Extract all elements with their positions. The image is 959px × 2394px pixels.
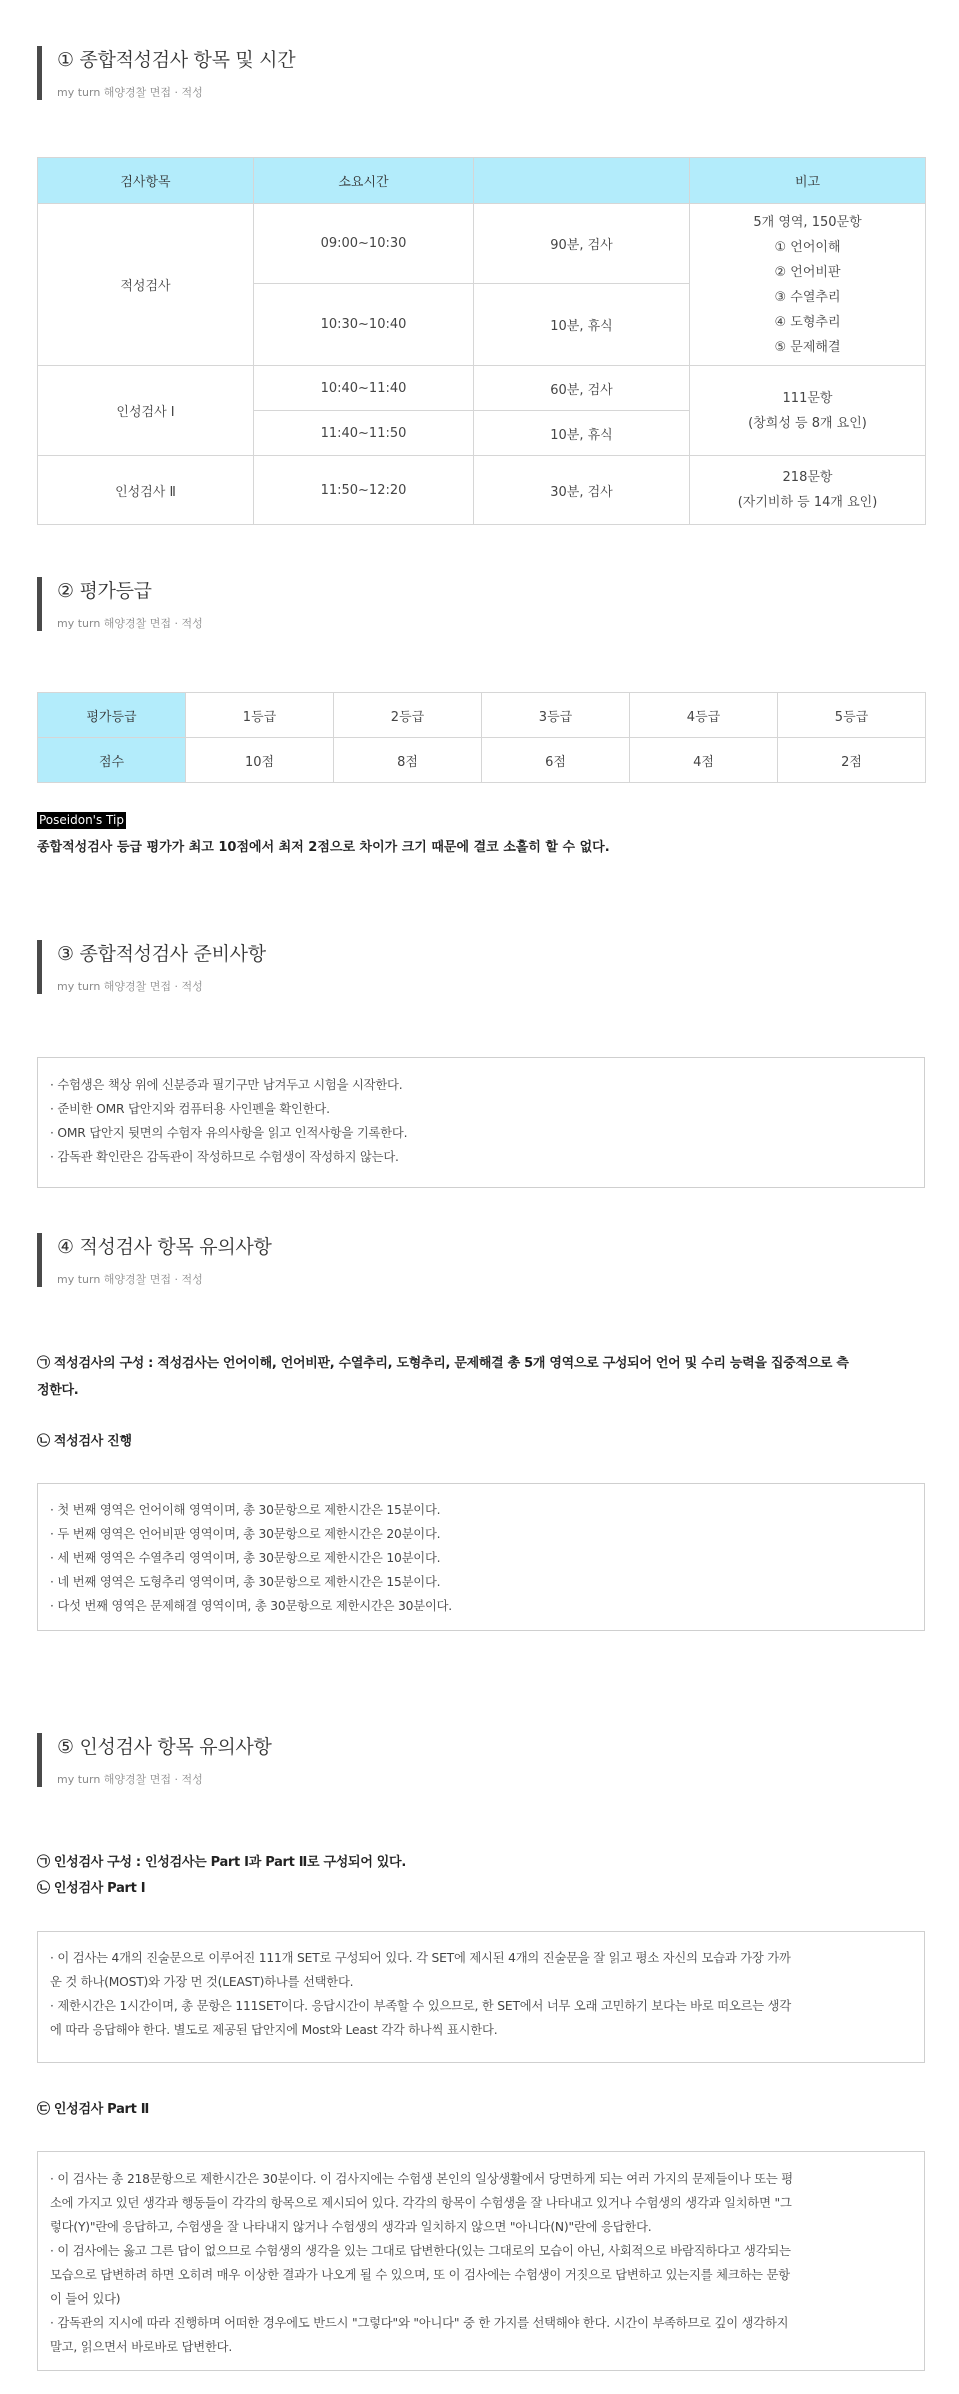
row-aptitude-time-2: 10:30~10:40 bbox=[254, 284, 474, 366]
section-2-header bbox=[37, 577, 917, 631]
row-aptitude-time-1: 09:00~10:30 bbox=[254, 204, 474, 284]
list-item: · 다섯 번째 영역은 문제해결 영역이며, 총 30문항으로 제한시간은 30분이다. bbox=[50, 1599, 453, 1613]
personality-part2-box bbox=[37, 2151, 925, 2371]
grade-cell: 5등급 bbox=[778, 693, 926, 738]
header-note: 비고 bbox=[690, 158, 926, 204]
list-item: · 준비한 OMR 답안지와 컴퓨터용 사인펜을 확인한다. bbox=[50, 1102, 330, 1116]
list-item: 모습으로 답변하려 하면 오히려 매우 이상한 결과가 나오게 될 수 있으며, 또 이 검사에는 수험생이 거짓으로 답변하고 있는지를 체크하는 문항 bbox=[50, 2268, 790, 2282]
list-item: · 네 번째 영역은 도형추리 영역이며, 총 30문항으로 제한시간은 15분이다. bbox=[50, 1575, 441, 1589]
list-item: · 이 검사는 총 218문항으로 제한시간은 30분이다. 이 검사지에는 수험생 본인의 일상생활에서 당면하게 되는 여러 가지의 문제들이나 또는 평 bbox=[50, 2172, 793, 2186]
note-line: ① 언어이해 bbox=[774, 239, 841, 255]
section-1-header bbox=[37, 46, 917, 100]
aptitude-progress-box bbox=[37, 1483, 925, 1631]
list-item: 렇다(Y)"란에 응답하고, 수험생을 잘 나타내지 않거나 수험생의 생각과 일치하지 않으면 "아니다(N)"란에 응답한다. bbox=[50, 2220, 652, 2234]
section-2-title: ② 평가등급 bbox=[57, 580, 152, 602]
row-personality1-time-1: 10:40~11:40 bbox=[254, 366, 474, 411]
score-label: 점수 bbox=[38, 738, 186, 783]
row-aptitude-duration-1: 90분, 검사 bbox=[474, 204, 690, 284]
preparation-box bbox=[37, 1057, 925, 1188]
tip-badge: Poseidon's Tip bbox=[39, 813, 124, 827]
score-cell: 2점 bbox=[778, 738, 926, 783]
list-item: 말고, 읽으면서 바로바로 답변한다. bbox=[50, 2340, 233, 2354]
section-2-subtitle: my turn 해양경찰 면접 · 적성 bbox=[57, 617, 203, 630]
personality-part1-box bbox=[37, 1931, 925, 2063]
grade-cell: 3등급 bbox=[482, 693, 630, 738]
note-line: (자기비하 등 14개 요인) bbox=[737, 495, 878, 510]
score-cell: 8점 bbox=[334, 738, 482, 783]
score-cell: 10점 bbox=[186, 738, 334, 783]
aptitude-progress-heading: ㉡ 적성검사 진행 bbox=[37, 1434, 132, 1449]
grade-cell: 2등급 bbox=[334, 693, 482, 738]
list-item: · 두 번째 영역은 언어비판 영역이며, 총 30문항으로 제한시간은 20분이다. bbox=[50, 1527, 441, 1541]
list-item: · 감독관의 지시에 따라 진행하며 어떠한 경우에도 반드시 "그렇다"와 "아니다" 중 한 가지를 선택해야 한다. 시간이 부족하므로 깊이 생각하지 bbox=[50, 2316, 789, 2330]
header-item: 검사항목 bbox=[38, 158, 254, 204]
section-3-subtitle: my turn 해양경찰 면접 · 적성 bbox=[57, 980, 203, 993]
note-line: 218문항 bbox=[782, 470, 833, 485]
list-item: · 이 검사는 4개의 진술문으로 이루어진 111개 SET로 구성되어 있다. 각 SET에 제시된 4개의 진술문을 잘 읽고 평소 자신의 모습과 가장 가까 bbox=[50, 1951, 791, 1965]
note-line: 5개 영역, 150문항 bbox=[753, 214, 862, 230]
paragraph-line: 정한다. bbox=[37, 1383, 79, 1398]
grade-cell: 1등급 bbox=[186, 693, 334, 738]
grade-label: 평가등급 bbox=[38, 693, 186, 738]
section-3-header bbox=[37, 940, 917, 994]
row-aptitude-note bbox=[690, 204, 926, 366]
row-personality2-time-1: 11:50~12:20 bbox=[254, 456, 474, 525]
section-1-title: ① 종합적성검사 항목 및 시간 bbox=[57, 49, 296, 71]
paragraph-line: ㉠ 적성검사의 구성 : 적성검사는 언어이해, 언어비판, 수열추리, 도형추리, 문제해결 총 5개 영역으로 구성되어 언어 및 수리 능력을 집중적으로 측 bbox=[37, 1356, 849, 1371]
list-item: · 제한시간은 1시간이며, 총 문항은 111SET이다. 응답시간이 부족할 수 있으므로, 한 SET에서 너무 오래 고민하기 보다는 바로 떠오르는 생각 bbox=[50, 1999, 792, 2013]
section-4-header bbox=[37, 1233, 917, 1287]
list-item: · 세 번째 영역은 수열추리 영역이며, 총 30문항으로 제한시간은 10분이다. bbox=[50, 1551, 441, 1565]
section-1-subtitle: my turn 해양경찰 면접 · 적성 bbox=[57, 86, 203, 99]
list-item: 소에 가지고 있던 생각과 행동들이 각각의 항목으로 제시되어 있다. 각각의 항목이 수험생을 잘 나타내고 있거나 수험생의 생각과 일치하면 "그 bbox=[50, 2196, 792, 2210]
grade-cell: 4등급 bbox=[630, 693, 778, 738]
header-blank bbox=[474, 158, 690, 204]
list-item: 운 것 하나(MOST)와 가장 먼 것(LEAST)하나를 선택한다. bbox=[50, 1975, 354, 1989]
row-personality2-name: 인성검사 Ⅱ bbox=[38, 456, 254, 525]
list-item: · 감독관 확인란은 감독관이 작성하므로 수험생이 작성하지 않는다. bbox=[50, 1150, 399, 1164]
row-personality1-duration-2: 10분, 휴식 bbox=[474, 411, 690, 456]
row-aptitude-duration-2: 10분, 휴식 bbox=[474, 284, 690, 366]
section-4-subtitle: my turn 해양경찰 면접 · 적성 bbox=[57, 1273, 203, 1286]
section-4-title: ④ 적성검사 항목 유의사항 bbox=[57, 1236, 272, 1258]
personality-part2-heading: ㉢ 인성검사 Part Ⅱ bbox=[37, 2102, 150, 2117]
row-personality2-note bbox=[690, 456, 926, 525]
row-personality1-note bbox=[690, 366, 926, 456]
header-duration: 소요시간 bbox=[254, 158, 474, 204]
note-line: ④ 도형추리 bbox=[774, 314, 841, 330]
grade-table bbox=[37, 692, 926, 783]
note-line: 111문항 bbox=[782, 390, 833, 406]
list-item: 에 따라 응답해야 한다. 별도로 제공된 답안지에 Most와 Least 각각 하나씩 표시한다. bbox=[50, 2023, 498, 2037]
list-item: · OMR 답안지 뒷면의 수험자 유의사항을 읽고 인적사항을 기록한다. bbox=[50, 1126, 408, 1140]
section-3-title: ③ 종합적성검사 준비사항 bbox=[57, 943, 266, 965]
section-5-title: ⑤ 인성검사 항목 유의사항 bbox=[57, 1736, 272, 1758]
list-item: · 이 검사에는 옳고 그른 답이 없으므로 수험생의 생각을 있는 그대로 답변한다(있는 그대로의 모습이 아닌, 사회적으로 바람직하다고 생각되는 bbox=[50, 2244, 791, 2258]
aptitude-composition bbox=[37, 1350, 925, 1404]
note-line: ② 언어비판 bbox=[774, 264, 841, 280]
row-personality1-time-2: 11:40~11:50 bbox=[254, 411, 474, 456]
row-personality1-name: 인성검사 Ⅰ bbox=[38, 366, 254, 456]
list-item: 이 들어 있다) bbox=[50, 2292, 121, 2306]
row-personality2-duration-1: 30분, 검사 bbox=[474, 456, 690, 525]
personality-part1-heading: ㉡ 인성검사 Part Ⅰ bbox=[37, 1881, 146, 1896]
row-aptitude-name: 적성검사 bbox=[38, 204, 254, 366]
schedule-table bbox=[37, 157, 926, 525]
list-item: · 수험생은 책상 위에 신분증과 필기구만 남겨두고 시험을 시작한다. bbox=[50, 1078, 403, 1092]
section-5-header bbox=[37, 1733, 917, 1787]
score-cell: 4점 bbox=[630, 738, 778, 783]
list-item: · 첫 번째 영역은 언어이해 영역이며, 총 30문항으로 제한시간은 15분이다. bbox=[50, 1503, 441, 1517]
score-cell: 6점 bbox=[482, 738, 630, 783]
personality-composition: ㉠ 인성검사 구성 : 인성검사는 Part Ⅰ과 Part Ⅱ로 구성되어 있다. bbox=[37, 1855, 406, 1870]
section-5-subtitle: my turn 해양경찰 면접 · 적성 bbox=[57, 1773, 203, 1786]
note-line: ③ 수열추리 bbox=[774, 289, 841, 305]
row-personality1-duration-1: 60분, 검사 bbox=[474, 366, 690, 411]
tip-text: 종합적성검사 등급 평가가 최고 10점에서 최저 2점으로 차이가 크기 때문에 결코 소홀히 할 수 없다. bbox=[37, 840, 610, 855]
note-line: (창희성 등 8개 요인) bbox=[748, 415, 867, 431]
note-line: ⑤ 문제해결 bbox=[774, 339, 841, 355]
